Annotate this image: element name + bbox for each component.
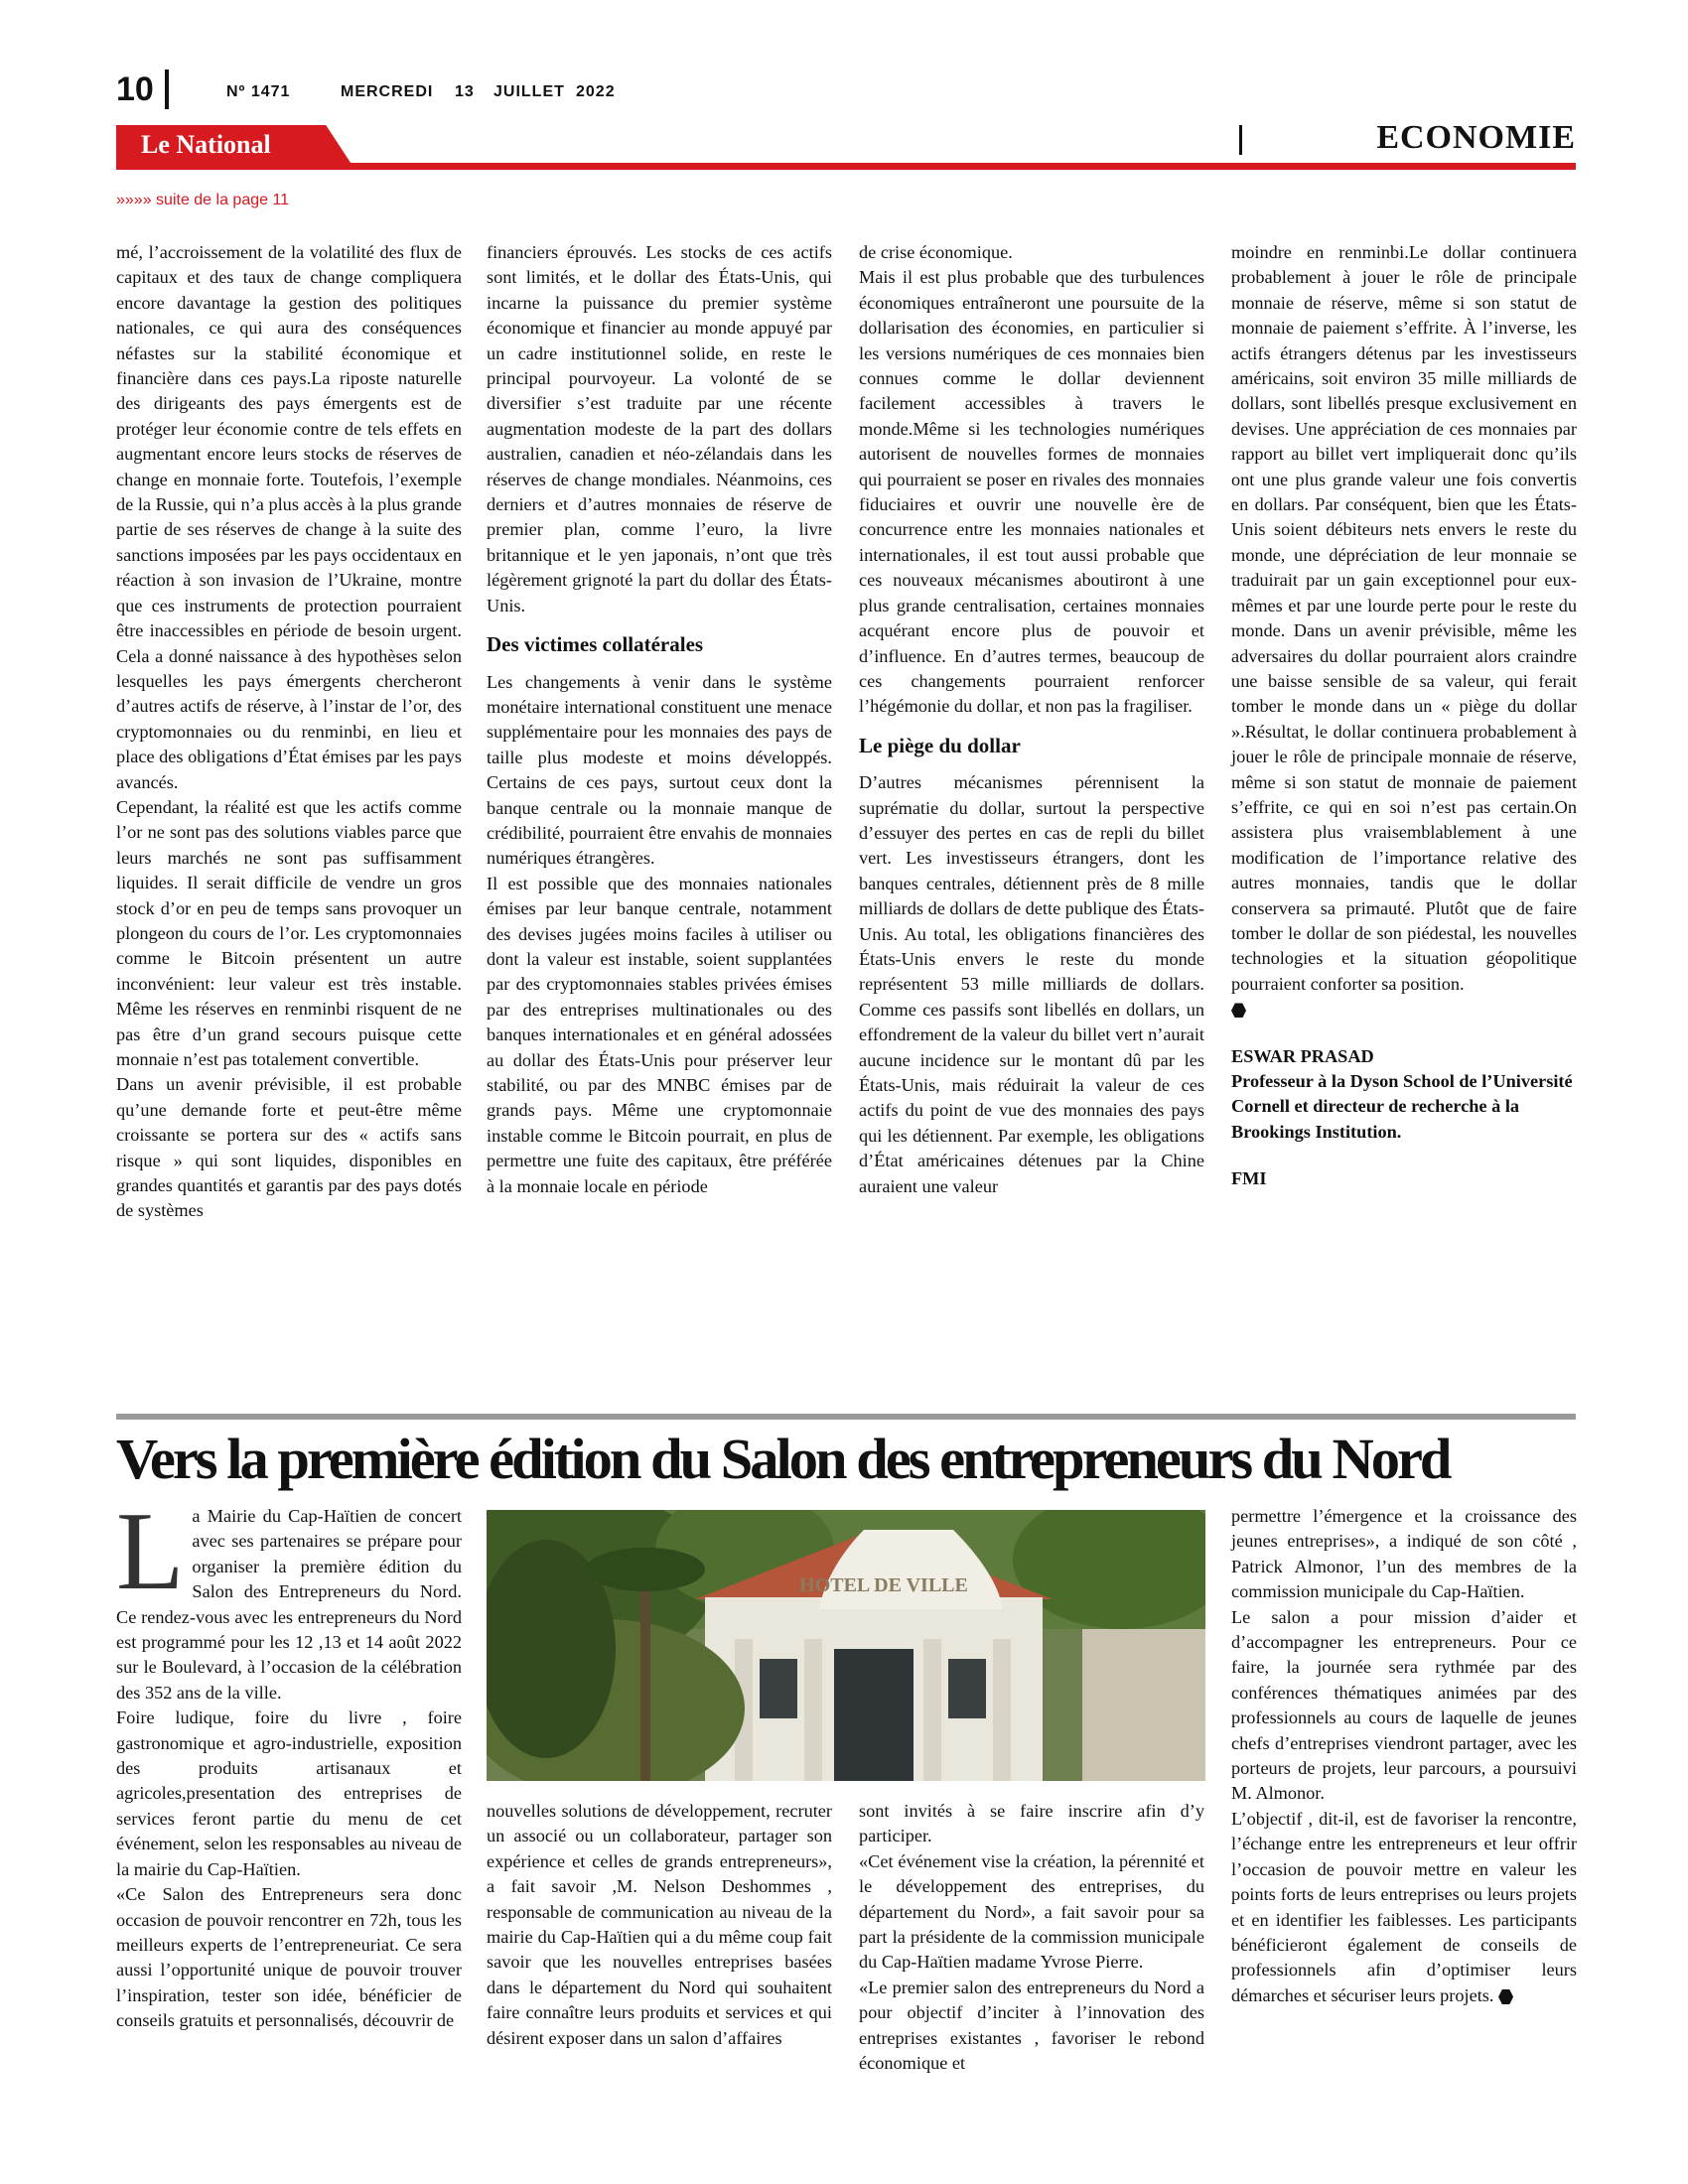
continued-from: »»»» suite de la page 11 — [116, 192, 290, 208]
article1-column-2 — [487, 240, 832, 1199]
paragraph: Mais il est plus probable que des turbulences économiques entraîneront une poursuite de la dollarisation des économies, en particulier si les versions numériques de ces monnaies bien connues comme le dollar deviennent facilement accessibles à travers le monde.Même si les technologies numériques autorisent de nouvelles formes de monnaies qui pourraient se poser en rivales des monnaies fiduciaires et ouvrir une nouvelle ère de concurrence entre les monnaies nationales et internationales, il est tout aussi probable que ces nouveaux mécanismes aboutiront à une plus grande centralisation, certaines monnaies acquérant encore plus de pouvoir et d’influence. En d’autres termes, beaucoup de ces changements pourraient renforcer l’hégémonie du dollar, et non pas la fragiliser. — [859, 267, 1204, 717]
subheading: Des victimes collatérales — [487, 632, 704, 657]
paragraph: Foire ludique, foire du livre , foire gastronomique et agro-industrielle, exposition des produits artisanaux et agricoles,presentation des entreprises de services feront partie du menu de cet événement, selon les responsables au niveau de la mairie du Cap-Haïtien. — [116, 1707, 462, 1879]
issue-date-day: 13 — [455, 83, 475, 100]
article2-column-3 — [859, 1799, 1204, 2076]
building-sign: HOTEL DE VILLE — [799, 1574, 968, 1596]
issue-date-year: 2022 — [576, 83, 616, 100]
paragraph: L’objectif , dit-il, est de favoriser la rencontre, l’échange entre les entrepreneurs et leur offrir l’occasion de pouvoir mettre en valeur les points forts de leurs entreprises ou leurs projets et en identifier les faiblesses. Les participants bénéficieront également de conseils de professionnels afin d’optimiser leurs démarches et sécuriser leurs projets. — [1231, 1808, 1577, 2005]
issue-date-month: JUILLET — [493, 83, 565, 100]
paragraph: D’autres mécanismes pérennisent la suprématie du dollar, surtout la perspective d’essuyer des pertes en cas de repli du billet vert. Les investisseurs étrangers, dont les banques centrales, détiennent près de 8 mille milliards de dollars de dette publique des États-Unis. Au total, les obligations financières des États-Unis envers le reste du monde représentent 53 mille milliards de dollars. Comme ces passifs sont libellés en dollars, un effondrement de la valeur du billet vert n’aurait aucune incidence sur le montant dû par les États-Unis, mais réduirait la valeur de ces actifs du point de vue des monnaies des pays qui les détiennent. Par exemple, les obligations d’État américaines détenues par la Chine auraient une valeur — [859, 772, 1204, 1196]
issue-number: Nº 1471 — [226, 83, 291, 100]
masthead-logo-text: Le National — [141, 130, 271, 159]
article2-column-1 — [116, 1490, 462, 2034]
hotel-de-ville-photo — [487, 1510, 1205, 1781]
paragraph: «Cet événement vise la création, la pérennité et le développement des entreprises, du département du Nord», a fait savoir pour sa part la présidente de la commission municipale du Cap-Haïtien madame Yvrose Pierre. — [859, 1850, 1204, 1973]
article2-column-2 — [487, 1799, 832, 2051]
paragraph: moindre en renminbi.Le dollar continuera probablement à jouer le rôle de principale monnaie de réserve, même si son statut de monnaie de paiement s’effrite. À l’inverse, les actifs étrangers détenus par les investisseurs américains, soit environ 35 mille milliards de dollars, sont libellés presque exclusivement en devises. Une appréciation de ces monnaies par rapport au billet vert impliquerait donc qu’ils ont une plus grande valeur une fois convertis en dollars. Par conséquent, bien que les États-Unis soient débiteurs nets envers le reste du monde, une dépréciation de leur monnaie se traduirait par un gain exceptionnel pour eux-mêmes et par une lourde perte pour le reste du monde. Dans un avenir prévisible, même les adversaires du dollar pourraient alors craindre une baisse sensible de sa valeur, qui ferait tomber le monde dans un « piège du dollar ».Résultat, le dollar continuera probablement à jouer le rôle de principale monnaie de réserve, même si son statut de monnaie de paiement s’effrite, ce qui en soi n’est pas certain.On assistera plus vraisemblablement à une modification de l’importance relative des autres monnaies, tandis que le dollar conservera sa primauté. Plutôt que de faire tomber le dollar de son piédestal, les nouvelles technologies et la situation géopolitique pourraient conforter sa position. — [1231, 242, 1577, 994]
source: FMI — [1231, 1168, 1267, 1189]
end-mark-icon — [1498, 1989, 1513, 2004]
paragraph: «Ce Salon des Entrepreneurs sera donc occasion de pouvoir rencontrer en 72h, tous les meilleurs experts de l’entrepreneuriat. Ce sera aussi l’opportunité unique de pouvoir trouver l’inspiration, tester son idée, bénéficier de conseils gratuits et personnalisés, découvrir de — [116, 1884, 462, 2031]
article-divider — [116, 1414, 1576, 1420]
author-name: ESWAR PRASAD — [1231, 1045, 1374, 1066]
author-title: Professeur à la Dyson School de l’Université Cornell et directeur de recherche à la Brookings Institution. — [1231, 1071, 1573, 1142]
article2-column-4 — [1231, 1504, 1577, 2008]
section-divider — [1239, 125, 1242, 155]
paragraph: de crise économique. — [859, 242, 1013, 262]
article1-column-1 — [116, 240, 462, 1224]
paragraph: sont invités à se faire inscrire afin d’y participer. — [859, 1801, 1204, 1846]
paragraph: financiers éprouvés. Les stocks de ces actifs sont limités, et le dollar des États-Unis, qui incarne la puissance du premier système économique et financier au monde appuyé par un cadre institutionnel solide, en reste le principal pourvoyeur. La volonté de se diversifier s’est traduite par une récente augmentation modeste de la part des dollars australien, canadien et néo-zélandais dans les réserves de change mondiales. Néanmoins, ces derniers et d’autres monnaies de réserve de premier plan, comme l’euro, la livre britannique et le yen japonais, n’ont que très légèrement grignoté la part du dollar des États-Unis. — [487, 242, 832, 615]
article1-column-3 — [859, 240, 1204, 1199]
page-number: 10 — [116, 70, 154, 108]
paragraph: nouvelles solutions de développement, recruter un associé ou un collaborateur, partager son expérience et celles de grands entrepreneurs», a fait savoir ,M. Nelson Deshommes , responsable de communication au niveau de la mairie du Cap-Haïtien qui a du même coup fait savoir que les nouvelles entreprises basées dans le département du Nord qui souhaitent faire connaître leurs produits et services et qui désirent exposer dans un salon d’affaires — [487, 1801, 832, 2048]
paragraph: Dans un avenir prévisible, il est probable qu’une demande forte et peut-être même croissante se portera sur des « actifs sans risque » qui sont liquides, disponibles en grandes quantités et garantis par des pays dotés de systèmes — [116, 1074, 462, 1221]
page-number-divider — [165, 69, 169, 109]
issue-day: MERCREDI — [341, 83, 434, 100]
paragraph: mé, l’accroissement de la volatilité des flux de capitaux et des taux de change compliquera encore davantage la gestion des politiques nationales, ce qui aura des conséquences néfastes sur la stabilité économique et financière dans ces pays.La riposte naturelle des dirigeants des pays émergents est de protéger leur économie contre de tels effets en augmentant encore leurs stocks de réserves de change en monnaie forte. Toutefois, l’exemple de la Russie, qui n’a plus accès à la plus grande partie de ses réserves de change à la suite des sanctions imposées par les pays occidentaux en réaction à son invasion de l’Ukraine, montre que ces instruments de protection pourraient être inaccessibles en période de besoin urgent. Cela a donné naissance à des hypothèses selon lesquelles les pays émergents chercheront d’autres actifs de réserve, à l’instar de l’or, des cryptomonnaies ou du renminbi, en lieu et place des obligations d’État émises par les pays avancés. — [116, 242, 462, 792]
paragraph: Cependant, la réalité est que les actifs comme l’or ne sont pas des solutions viables parce que leurs marchés ne sont pas suffisamment liquides. Il serait difficile de vendre un gros stock d’or en peu de temps sans provoquer un plongeon du cours de l’or. Les cryptomonnaies comme le Bitcoin présentent un autre inconvénient: leur valeur est très instable. Même les réserves en renminbi risquent de ne pas être d’un grand secours puisque cette monnaie n’est pas totalement convertible. — [116, 796, 462, 1069]
article2-headline: Vers la première édition du Salon des entrepreneurs du Nord — [116, 1427, 1450, 1491]
paragraph: a Mairie du Cap-Haïtien de concert avec ses partenaires se prépare pour organiser la première édition du Salon des Entrepreneurs du Nord. Ce rendez-vous avec les entrepreneurs du Nord est programmé pour les 12 ,13 et 14 août 2022 sur le Boulevard, à l’occasion de la célébration des 352 ans de la ville. — [116, 1506, 462, 1703]
drop-cap: L — [116, 1490, 185, 1613]
section-title: ECONOMIE — [1376, 119, 1576, 156]
article1-column-4 — [1231, 240, 1577, 1192]
paragraph: Le salon a pour mission d’aider et d’accompagner les entrepreneurs. Pour ce faire, la journée sera rythmée par des conférences thématiques animées par des professionnels au cours de laquelle de jeunes chefs d’entreprises viendront partager, avec les porteurs de projets, leur parcours, a poursuivi M. Almonor. — [1231, 1606, 1577, 1804]
paragraph: «Le premier salon des entrepreneurs du Nord a pour objectif d’inciter à l’innovation des entreprises existantes , favoriser le rebond économique et — [859, 1977, 1204, 2074]
paragraph: Les changements à venir dans le système monétaire international constituent une menace supplémentaire pour les monnaies des pays de taille plus modeste et moins développés. Certains de ces pays, surtout ceux dont la banque centrale ou la monnaie manque de crédibilité, pourraient être envahis de monnaies numériques étrangères. — [487, 671, 832, 869]
subheading: Le piège du dollar — [859, 733, 1021, 757]
paragraph: Il est possible que des monnaies nationales émises par leur banque centrale, notamment des devises jugées moins faciles à utiliser ou dont la valeur est instable, soient supplantées par des cryptomonnaies stables privées émises par des entreprises multinationales ou des banques internationales et en général adossées au dollar des États-Unis pour préserver leur stabilité, ou par des MNBC émises par de grands pays. Même une cryptomonnaie instable comme le Bitcoin pourrait, en plus de permettre une fuite des capitaux, être préférée à la monnaie locale en période — [487, 873, 832, 1196]
end-mark-icon — [1231, 997, 1577, 1022]
paragraph: permettre l’émergence et la croissance des jeunes entreprises», a indiqué de son côté , Patrick Almonor, l’un des membres de la commission municipale du Cap-Haïtien. — [1231, 1506, 1577, 1602]
